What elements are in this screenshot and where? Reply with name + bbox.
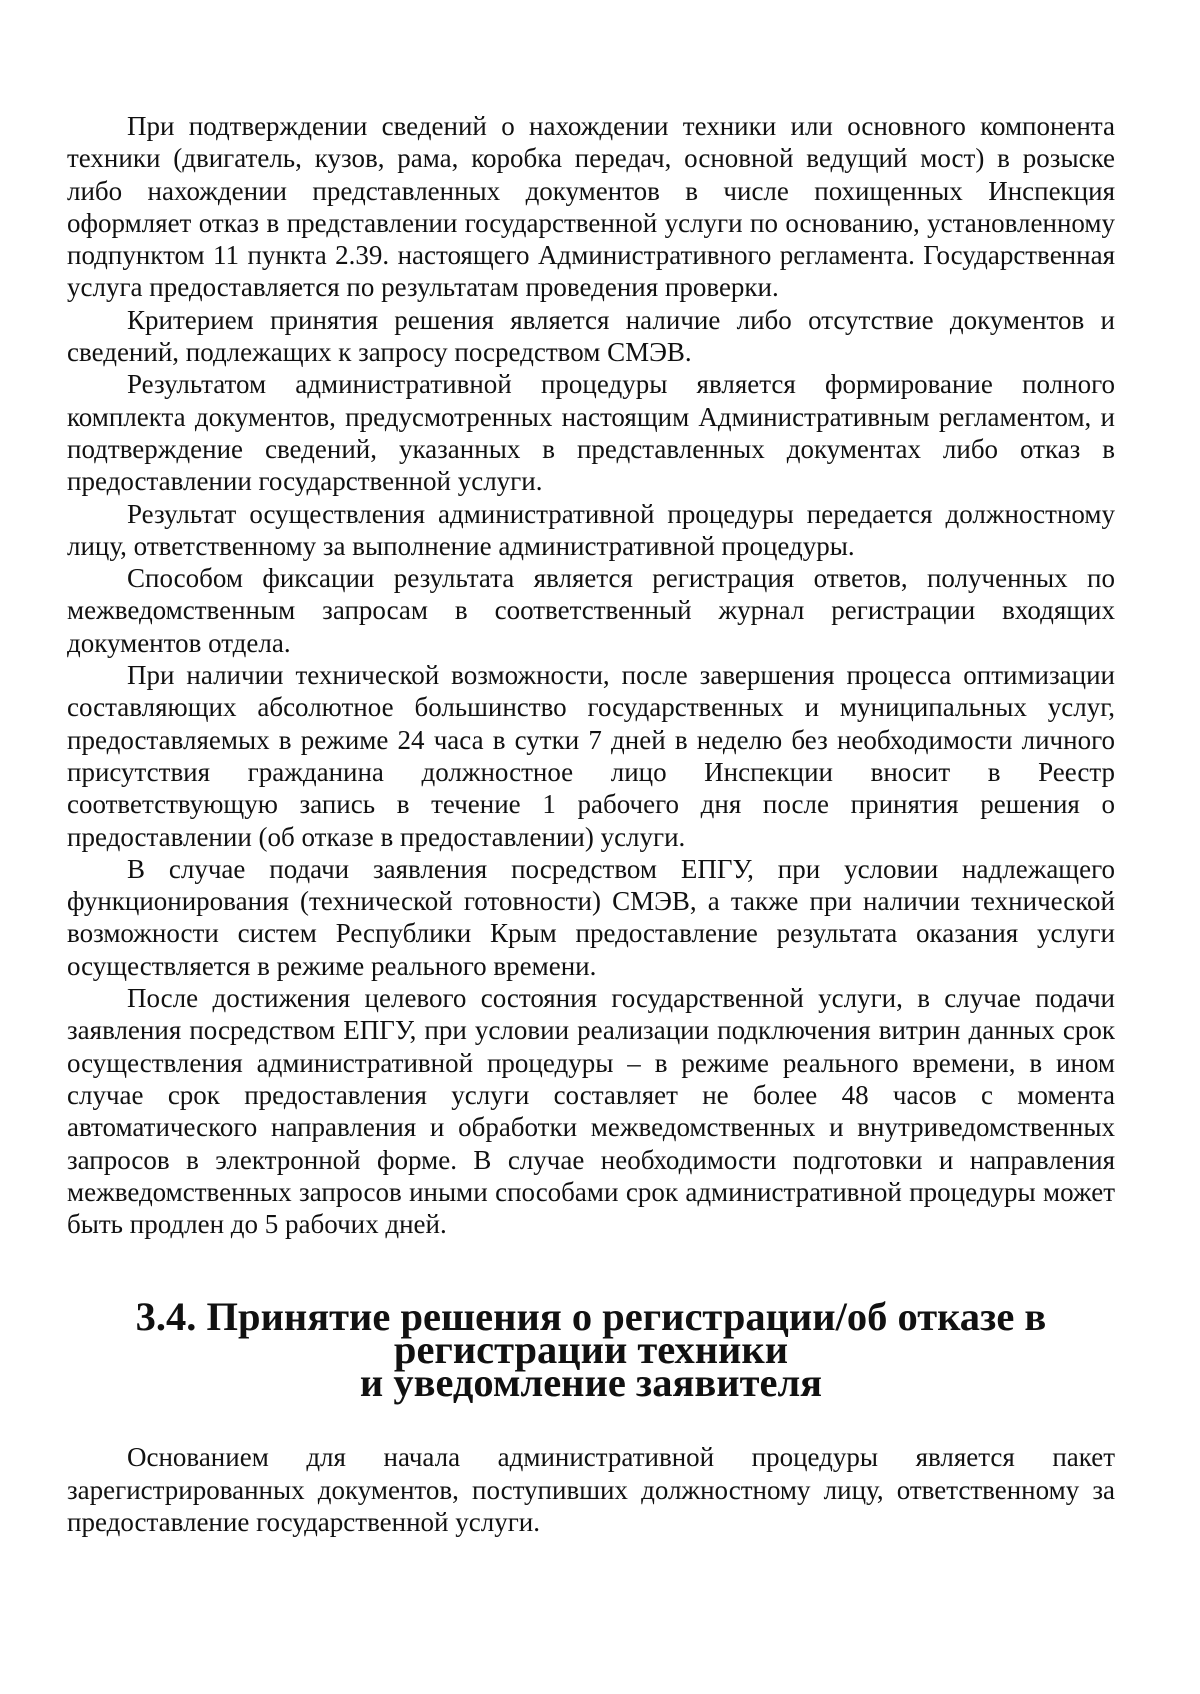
section-heading [67,1294,1115,1406]
paragraph-procedure-result: Результатом административной процедуры является формирование полного комплекта документов, предусмотренных настоящим Административным регламентом, и подтверждение сведений, указанных в представленных документах либо отказ в предоставлении государственной услуги. [67,369,1115,497]
document-page [67,110,1115,1538]
paragraph-registry-entry: При наличии технической возможности, после завершения процесса оптимизации составляющих абсолютное большинство государственных и муниципальных услуг, предоставляемых в режиме 24 часа в сутки 7 дней в неделю без необходимости личного присутствия гражданина должностное лицо Инспекции вносит в Реестр соответствующую запись в течение 1 рабочего дня после принятия решения о предоставлении (об отказе в предоставлении) услуги. [67,660,1115,852]
section-heading-line-1: 3.4. Принятие решения о регистрации/об отказе в регистрации техники [135,1294,1047,1373]
paragraph-target-state: После достижения целевого состояния государственной услуги, в случае подачи заявления посредством ЕПГУ, при условии реализации подключения витрин данных срок осуществления административной процедуры – в режиме реального времени, в ином случае срок предоставления услуги составляет не более 48 часов с момента автоматического направления и обработки межведомственных и внутриведомственных запросов в электронной форме. В случае необходимости подготовки и направления межведомственных запросов иными способами срок административной процедуры может быть продлен до 5 рабочих дней. [67,983,1115,1240]
paragraph-decision-criterion: Критерием принятия решения является наличие либо отсутствие документов и сведений, подлежащих к запросу посредством СМЭВ. [67,304,1115,368]
paragraph-search-refusal: При подтверждении сведений о нахождении техники или основного компонента техники (двигатель, кузов, рама, коробка передач, основной ведущий мост) в розыске либо нахождении представленных документов в числе похищенных Инспекция оформляет отказ в представлении государственной услуги по основанию, установленному подпунктом 11 пункта 2.39. настоящего Административного регламента. Государственная услуга предоставляется по результатам проведения проверки. [67,111,1115,303]
section-heading-line-2: и уведомление заявителя [359,1360,823,1406]
paragraph-procedure-basis: Основанием для начала административной процедуры является пакет зарегистрированных документов, поступивших должностному лицу, ответственному за предоставление государственной услуги. [67,1442,1115,1537]
paragraph-realtime-epgu: В случае подачи заявления посредством ЕПГУ, при условии надлежащего функционирования (технической готовности) СМЭВ, а также при наличии технической возможности систем Республики Крым предоставление результата оказания услуги осуществляется в режиме реального времени. [67,853,1115,981]
paragraph-result-transfer: Результат осуществления административной процедуры передается должностному лицу, ответственному за выполнение административной процедуры. [67,498,1115,561]
paragraph-result-fixation: Способом фиксации результата является регистрация ответов, полученных по межведомственным запросам в соответственный журнал регистрации входящих документов отдела. [67,563,1115,658]
